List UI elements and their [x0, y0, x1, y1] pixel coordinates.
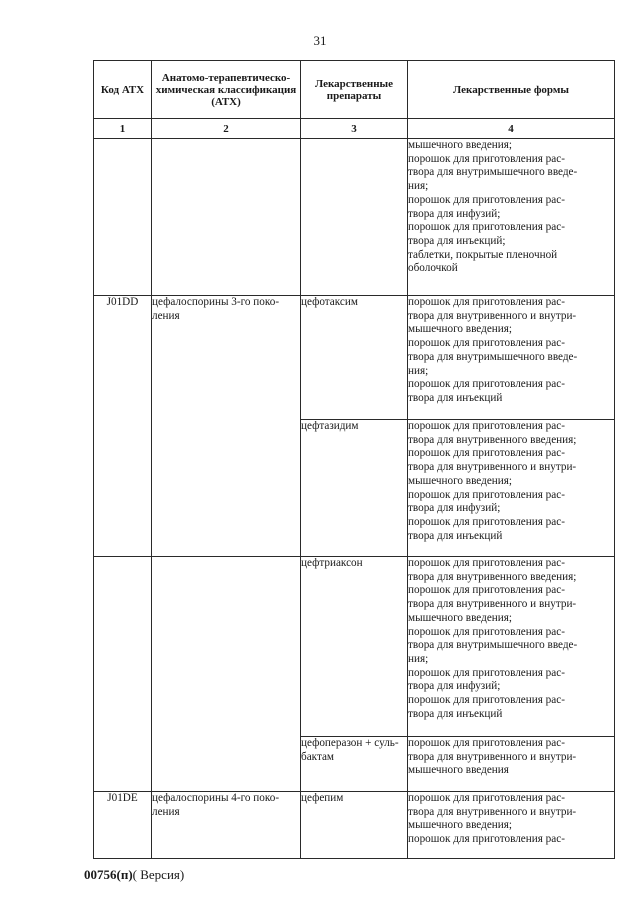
- drug-line: цефотаксим: [301, 296, 358, 308]
- form-line: твора для инъекций;: [408, 234, 506, 247]
- form-line: порошок для приготовления рас-: [408, 488, 565, 501]
- form-line: мышечного введения;: [408, 139, 513, 151]
- form-line: ния;: [408, 364, 429, 377]
- form-line: твора для внутривенного и внутри-: [408, 598, 577, 611]
- atx-code-cell: J01DE: [94, 792, 152, 859]
- dosage-forms-cell: [408, 792, 615, 859]
- form-line: твора для инфузий;: [408, 502, 501, 515]
- class-line: цефалоспорины 4-го поко-: [152, 792, 280, 804]
- atx-code-cell: J01DD: [94, 296, 152, 557]
- header-atx-code: Код АТХ: [94, 61, 152, 119]
- form-line: мышечного введения;: [408, 819, 513, 832]
- class-line: ления: [152, 805, 180, 818]
- form-line: порошок для приготовления рас-: [408, 296, 565, 308]
- header-atx-classification: Анатомо-терапевтическо-химическая классификация (АТХ): [152, 61, 301, 119]
- form-line: порошок для приготовления рас-: [408, 447, 565, 460]
- classification-cell: [152, 557, 301, 792]
- drug-line: цефепим: [301, 792, 344, 804]
- form-line: порошок для приготовления рас-: [408, 420, 565, 432]
- form-line: твора для внутривенного и внутри-: [408, 750, 577, 763]
- form-line: твора для инъекций: [408, 391, 503, 404]
- form-line: порошок для приготовления рас-: [408, 557, 565, 569]
- table-row: [94, 296, 615, 420]
- header-dosage-forms: Лекарственные формы: [408, 61, 615, 119]
- dosage-forms-cell: [408, 737, 615, 792]
- dosage-forms-cell: [408, 296, 615, 420]
- form-line: твора для внутривенного и внутри-: [408, 805, 577, 818]
- drug-cell: [301, 792, 408, 859]
- form-line: мышечного введения;: [408, 323, 513, 336]
- drug-line: цефоперазон + суль-: [301, 737, 399, 749]
- form-line: порошок для приготовления рас-: [408, 584, 565, 597]
- dosage-forms-cell: [408, 420, 615, 557]
- form-line: мышечного введения;: [408, 611, 513, 624]
- header-drugs: Лекарственные препараты: [301, 61, 408, 119]
- table-row: [94, 139, 615, 296]
- document-version: ( Версия): [132, 867, 185, 882]
- drug-line: цефтазидим: [301, 420, 359, 432]
- table-row: [94, 557, 615, 737]
- form-line: твора для инъекций: [408, 707, 503, 720]
- form-line: твора для инъекций: [408, 529, 503, 542]
- form-line: порошок для приготовления рас-: [408, 515, 565, 528]
- form-line: порошок для приготовления рас-: [408, 792, 565, 804]
- drug-cell: [301, 420, 408, 557]
- form-line: порошок для приготовления рас-: [408, 666, 565, 679]
- form-line: оболочкой: [408, 262, 458, 275]
- form-line: порошок для приготовления рас-: [408, 378, 565, 391]
- dosage-forms-cell: [408, 557, 615, 737]
- form-line: порошок для приготовления рас-: [408, 833, 565, 846]
- atx-drug-table: [93, 60, 615, 859]
- form-line: твора для инфузий;: [408, 680, 501, 693]
- form-line: порошок для приготовления рас-: [408, 737, 565, 749]
- form-line: твора для внутривенного введения;: [408, 570, 577, 583]
- dosage-forms-cell: [408, 139, 615, 296]
- code-cell: [94, 139, 152, 296]
- form-line: мышечного введения;: [408, 474, 513, 487]
- page-number: 31: [313, 33, 327, 48]
- column-number-row: [94, 119, 615, 139]
- form-line: твора для внутривенного и внутри-: [408, 461, 577, 474]
- column-number-1: 1: [94, 119, 152, 139]
- code-cell: [94, 557, 152, 792]
- form-line: порошок для приготовления рас-: [408, 221, 565, 234]
- form-line: твора для внутримышечного введе-: [408, 166, 578, 179]
- drug-cell: [301, 296, 408, 420]
- document-footer: [84, 867, 184, 883]
- form-line: мышечного введения: [408, 764, 509, 777]
- class-line: ления: [152, 309, 180, 322]
- form-line: таблетки, покрытые пленочной: [408, 248, 558, 261]
- class-line: цефалоспорины 3-го поко-: [152, 296, 280, 308]
- document-code: 00756(п): [84, 867, 133, 882]
- drug-line: цефтриаксон: [301, 557, 363, 569]
- form-line: порошок для приготовления рас-: [408, 694, 565, 707]
- form-line: ния;: [408, 652, 429, 665]
- classification-cell: [152, 296, 301, 557]
- column-number-4: 4: [408, 119, 615, 139]
- form-line: порошок для приготовления рас-: [408, 337, 565, 350]
- drug-line: бактам: [301, 750, 335, 763]
- form-line: твора для внутривенного и внутри-: [408, 309, 577, 322]
- table-row: [94, 792, 615, 859]
- header-row: [94, 61, 615, 119]
- form-line: ния;: [408, 180, 429, 193]
- drug-cell: [301, 557, 408, 737]
- classification-cell: [152, 139, 301, 296]
- form-line: порошок для приготовления рас-: [408, 193, 565, 206]
- form-line: твора для внутривенного введения;: [408, 433, 577, 446]
- classification-cell: [152, 792, 301, 859]
- form-line: твора для инфузий;: [408, 207, 501, 220]
- form-line: твора для внутримышечного введе-: [408, 639, 578, 652]
- drug-cell: [301, 737, 408, 792]
- form-line: порошок для приготовления рас-: [408, 152, 565, 165]
- column-number-3: 3: [301, 119, 408, 139]
- form-line: твора для внутримышечного введе-: [408, 350, 578, 363]
- drug-cell: [301, 139, 408, 296]
- column-number-2: 2: [152, 119, 301, 139]
- form-line: порошок для приготовления рас-: [408, 625, 565, 638]
